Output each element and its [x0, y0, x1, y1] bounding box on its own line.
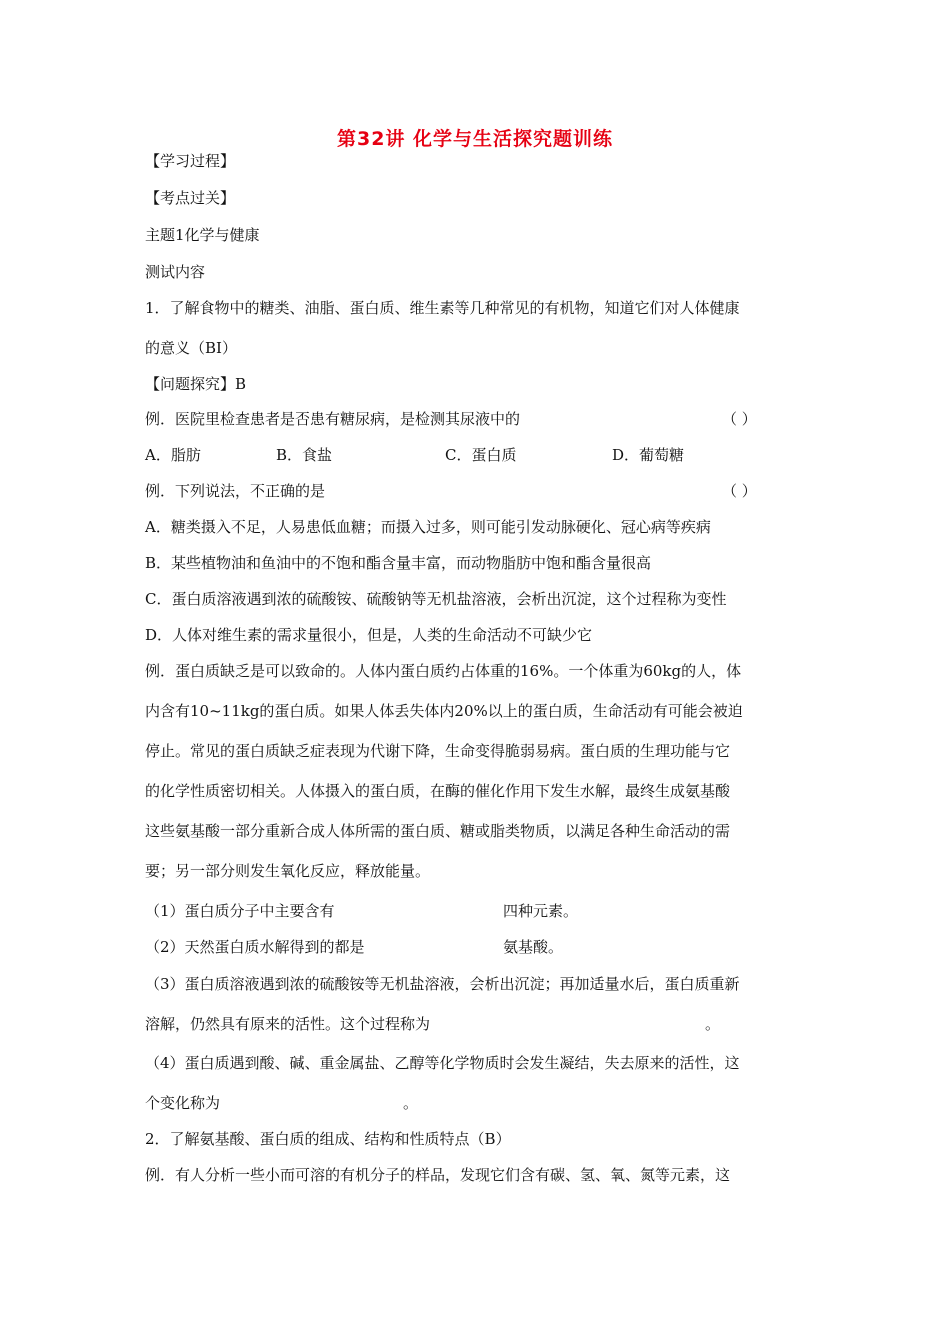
q2-option-a: A．糖类摄入不足，人易患低血糖；而摄入过多，则可能引发动脉硬化、冠心病等疾病 — [145, 518, 711, 536]
q3-sub4-line1: （4）蛋白质遇到酸、碱、重金属盐、乙醇等化学物质时会发生凝结，失去原来的活性，这 — [145, 1054, 740, 1072]
q3-sub2-text: （2）天然蛋白质水解得到的都是 — [145, 938, 365, 956]
q4-line1: 例．有人分析一些小而可溶的有机分子的样品，发现它们含有碳、氢、氧、氮等元素，这 — [145, 1166, 731, 1184]
q2-stem: 例．下列说法，不正确的是 — [145, 482, 326, 500]
q3-paragraph-line: 内含有10~11kg的蛋白质。如果人体丢失体内20%以上的蛋白质，生命活动有可能会被迫 — [145, 702, 743, 720]
item1-line1: 1．了解食物中的糖类、油脂、蛋白质、维生素等几种常见的有机物，知道它们对人体健康 — [145, 299, 740, 317]
q3-paragraph-line: 这些氨基酸一部分重新合成人体所需的蛋白质、糖或脂类物质，以满足各种生命活动的需 — [145, 822, 731, 840]
q2-option-d: D．人体对维生素的需求量很小，但是，人类的生命活动不可缺少它 — [145, 626, 593, 644]
q3-sub3-end: 。 — [705, 1015, 721, 1033]
q3-sub1-suffix: 四种元素。 — [503, 902, 579, 920]
q1-option-b: B．食盐 — [276, 446, 333, 464]
problem-explore-heading: 【问题探究】B — [145, 375, 247, 393]
q3-sub3-line2: 溶解，仍然具有原来的活性。这个过程称为 — [145, 1015, 431, 1033]
item2-line: 2．了解氨基酸、蛋白质的组成、结构和性质特点（B） — [145, 1130, 511, 1148]
q1-answer-paren: （ ） — [722, 410, 757, 428]
q2-option-c: C．蛋白质溶液遇到浓的硫酸铵、硫酸钠等无机盐溶液，会析出沉淀，这个过程称为变性 — [145, 590, 727, 608]
q3-sub1-text: （1）蛋白质分子中主要含有 — [145, 902, 335, 920]
section-checkpoint: 【考点过关】 — [145, 189, 236, 207]
q1-option-c: C．蛋白质 — [445, 446, 517, 464]
q1-option-d: D．葡萄糖 — [612, 446, 685, 464]
q3-sub4-line2: 个变化称为 — [145, 1094, 221, 1112]
q3-paragraph-line: 例．蛋白质缺乏是可以致命的。人体内蛋白质约占体重的16%。一个体重为60kg的人，体 — [145, 662, 742, 680]
q3-sub2-suffix: 氨基酸。 — [503, 938, 564, 956]
item1-line2: 的意义（BI） — [145, 339, 237, 357]
q1-option-a: A．脂肪 — [145, 446, 201, 464]
q3-paragraph-line: 停止。常见的蛋白质缺乏症表现为代谢下降，生命变得脆弱易病。蛋白质的生理功能与它 — [145, 742, 731, 760]
q2-answer-paren: （ ） — [722, 482, 757, 500]
q1-stem: 例．医院里检查患者是否患有糖尿病，是检测其尿液中的 — [145, 410, 521, 428]
section-learning-process: 【学习过程】 — [145, 152, 236, 170]
q2-option-b: B．某些植物油和鱼油中的不饱和酯含量丰富，而动物脂肪中饱和酯含量很高 — [145, 554, 652, 572]
q3-paragraph-line: 要；另一部分则发生氧化反应，释放能量。 — [145, 862, 431, 880]
page-title: 第32讲 化学与生活探究题训练 — [336, 128, 614, 150]
q3-paragraph-line: 的化学性质密切相关。人体摄入的蛋白质，在酶的催化作用下发生水解，最终生成氨基酸 — [145, 782, 731, 800]
test-content-heading: 测试内容 — [145, 263, 206, 281]
q3-sub3-line1: （3）蛋白质溶液遇到浓的硫酸铵等无机盐溶液，会析出沉淀；再加适量水后，蛋白质重新 — [145, 975, 740, 993]
q3-sub4-end: 。 — [403, 1094, 419, 1112]
theme-heading: 主题1化学与健康 — [145, 226, 260, 244]
